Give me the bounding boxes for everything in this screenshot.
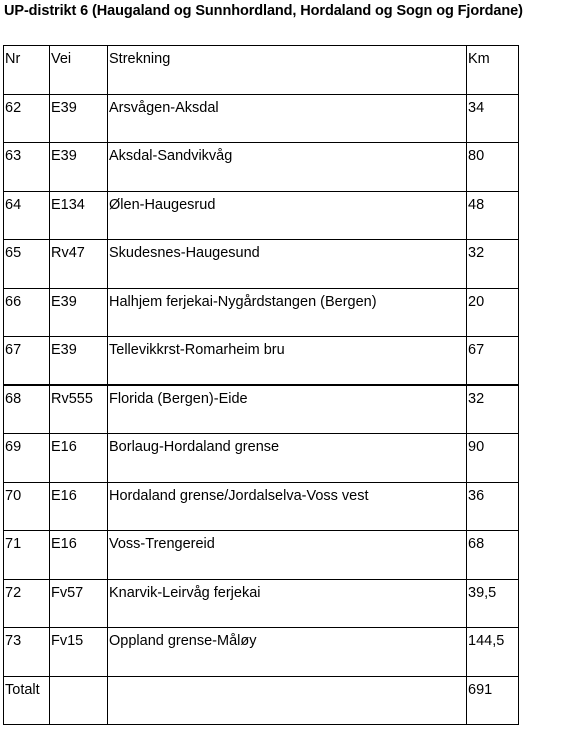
table-row — [4, 579, 519, 628]
cell-strekning: Knarvik-Leirvåg ferjekai — [108, 579, 467, 628]
cell-vei: Fv57 — [50, 579, 108, 628]
cell-km: 90 — [467, 434, 519, 483]
cell-vei: Fv15 — [50, 628, 108, 677]
cell-nr: 69 — [4, 434, 50, 483]
table-header-row — [4, 46, 519, 95]
cell-nr: 64 — [4, 191, 50, 240]
cell-strekning: Halhjem ferjekai-Nygårdstangen (Bergen) — [108, 288, 467, 337]
cell-vei-empty — [50, 676, 108, 725]
cell-km: 48 — [467, 191, 519, 240]
cell-nr: 70 — [4, 482, 50, 531]
cell-nr: 62 — [4, 94, 50, 143]
cell-vei: E39 — [50, 94, 108, 143]
cell-vei: Rv47 — [50, 240, 108, 289]
cell-km: 34 — [467, 94, 519, 143]
cell-nr: 68 — [4, 385, 50, 434]
cell-strekning: Borlaug-Hordaland grense — [108, 434, 467, 483]
page-title: UP-distrikt 6 (Haugaland og Sunnhordland, Hordaland og Sogn og Fjordane) — [4, 3, 523, 19]
table-row — [4, 385, 519, 434]
table-row — [4, 191, 519, 240]
cell-vei: E134 — [50, 191, 108, 240]
header-vei: Vei — [50, 46, 108, 95]
cell-strekning: Arsvågen-Aksdal — [108, 94, 467, 143]
cell-strekning: Florida (Bergen)-Eide — [108, 385, 467, 434]
cell-strekning: Hordaland grense/Jordalselva-Voss vest — [108, 482, 467, 531]
cell-vei: E39 — [50, 288, 108, 337]
cell-strekning: Skudesnes-Haugesund — [108, 240, 467, 289]
table-row — [4, 482, 519, 531]
total-label: Totalt — [4, 676, 50, 725]
cell-nr: 66 — [4, 288, 50, 337]
table-row — [4, 288, 519, 337]
cell-vei: Rv555 — [50, 385, 108, 434]
table-row — [4, 531, 519, 580]
table-row — [4, 240, 519, 289]
cell-km: 67 — [467, 337, 519, 386]
cell-km: 32 — [467, 240, 519, 289]
cell-nr: 71 — [4, 531, 50, 580]
cell-strekning: Ølen-Haugesrud — [108, 191, 467, 240]
cell-strekning-empty — [108, 676, 467, 725]
header-nr: Nr — [4, 46, 50, 95]
cell-vei: E16 — [50, 482, 108, 531]
cell-nr: 67 — [4, 337, 50, 386]
cell-nr: 63 — [4, 143, 50, 192]
cell-km: 68 — [467, 531, 519, 580]
table-row — [4, 337, 519, 386]
cell-km: 39,5 — [467, 579, 519, 628]
cell-km: 80 — [467, 143, 519, 192]
table-row — [4, 94, 519, 143]
cell-nr: 65 — [4, 240, 50, 289]
cell-vei: E16 — [50, 434, 108, 483]
cell-vei: E39 — [50, 337, 108, 386]
road-table — [3, 45, 519, 725]
cell-vei: E39 — [50, 143, 108, 192]
cell-strekning: Voss-Trengereid — [108, 531, 467, 580]
cell-strekning: Oppland grense-Måløy — [108, 628, 467, 677]
table-row — [4, 143, 519, 192]
table-total-row — [4, 676, 519, 725]
cell-strekning: Tellevikkrst-Romarheim bru — [108, 337, 467, 386]
cell-km: 20 — [467, 288, 519, 337]
cell-vei: E16 — [50, 531, 108, 580]
header-km: Km — [467, 46, 519, 95]
header-strekning: Strekning — [108, 46, 467, 95]
cell-km: 36 — [467, 482, 519, 531]
cell-nr: 73 — [4, 628, 50, 677]
cell-strekning: Aksdal-Sandvikvåg — [108, 143, 467, 192]
table-row — [4, 628, 519, 677]
cell-km: 32 — [467, 385, 519, 434]
total-km: 691 — [467, 676, 519, 725]
cell-km: 144,5 — [467, 628, 519, 677]
table-row — [4, 434, 519, 483]
cell-nr: 72 — [4, 579, 50, 628]
